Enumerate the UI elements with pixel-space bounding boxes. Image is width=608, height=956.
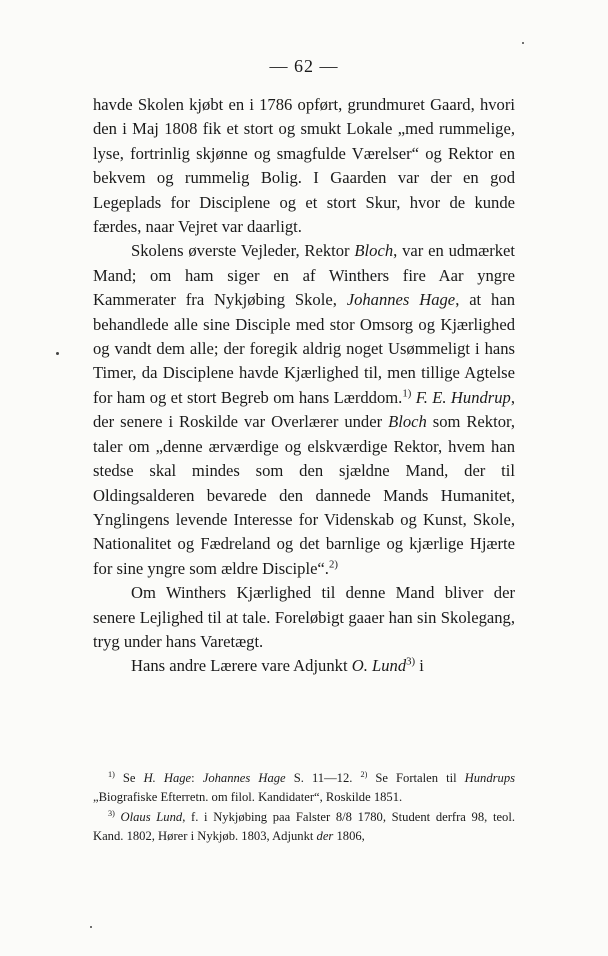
italic-text: F. E. Hundrup	[415, 387, 511, 407]
footnote	[93, 769, 515, 808]
text-run: 1806,	[333, 829, 365, 844]
text-run: Se Fortalen til	[367, 771, 465, 785]
italic-text: Olaus Lund	[120, 809, 183, 824]
text-run: 8/8	[335, 809, 352, 824]
text-run: :	[191, 771, 203, 785]
page-number: — 62 —	[269, 56, 339, 76]
text-run: i	[415, 656, 424, 676]
text-run: , var en udmærket Mand; om ham siger en af Winthers fire Aar yngre Kammerater fra Nykjøbing Skole,	[93, 241, 515, 310]
footnotes	[93, 769, 515, 847]
footnote-marker: 3)	[406, 655, 416, 668]
paragraph	[93, 93, 515, 239]
footnote-marker: 1)	[108, 769, 115, 779]
margin-speck	[90, 926, 92, 928]
text-run: S. 11—12.	[285, 771, 361, 785]
footnote-marker: 3)	[108, 808, 115, 818]
text-run: Om Winthers Kjærlighed til denne Mand bliver der senere Lejlighed til at tale. Foreløbigt gaaer han sin Skolegang, tryg under hans Varetægt.	[93, 583, 515, 651]
text-run: Hans andre Lærere vare Adjunkt	[131, 656, 352, 676]
margin-speck	[56, 352, 59, 355]
italic-text: der	[316, 829, 334, 844]
text-run: , f. i Nykjøbing paa Falster	[182, 809, 336, 824]
italic-text: Johannes Hage	[202, 771, 286, 785]
text-run: , der senere i Roskilde var Overlærer under	[93, 387, 515, 432]
text-run: som Rektor, taler om „denne ærværdige og elskværdige Rektor, hvem han stedse skal mindes som den sjældne Mand, der til Oldingsalderen bevarede den dannede Mands Humanitet, Ynglingens levende Interesse for Videnskab og Kunst, Skole, Nationalitet og Fædreland og det barnlige og kjærlige Hjærte for sine yngre som ældre Disciple“.	[93, 412, 516, 578]
text-run: Se	[114, 771, 144, 785]
text-run: Skolens øverste Vejleder, Rektor	[131, 241, 355, 261]
italic-text: Bloch	[354, 241, 394, 261]
italic-text: H. Hage	[143, 771, 192, 785]
footnote-marker: 2)	[328, 558, 338, 571]
paragraph	[93, 581, 515, 654]
margin-speck	[522, 42, 524, 44]
text-run: 1780, Student derfra 98, teol. Kand. 1802, Hører i Nykjøb. 1803, Adjunkt	[93, 809, 516, 844]
text-run: havde Skolen kjøbt en i 1786 opført, grundmuret Gaard, hvori den i Maj 1808 fik et stort og smukt Lokale „med rummelige, lyse, fortrinlig skjønne og smagfulde Værelser“ og Rektor en bekvem og rummelig Bolig. I Gaarden var der en god Legeplads for Disciplene og et stort Skur, hvor de kunde færdes, naar Vejret var daarligt.	[93, 95, 515, 237]
italic-text: Johannes Hage	[346, 290, 456, 310]
paragraph	[93, 239, 515, 581]
text-run: , at han behandlede alle sine Disciple med stor Omsorg og Kjærlighed og vandt dem alle; der foregik aldrig noget Usømmeligt i hans Timer, da Disciplene havde Kjærlighed til, men tillige Agtelse for ham og et stort Begreb om hans Lærddom.	[93, 290, 515, 407]
footnote-marker: 1)	[402, 387, 412, 400]
paragraph	[93, 654, 515, 678]
italic-text: O. Lund	[351, 656, 407, 676]
footnote	[93, 808, 515, 847]
italic-text: Hundrups	[464, 771, 516, 785]
footnote-marker: 2)	[360, 769, 368, 779]
italic-text: Bloch	[388, 412, 427, 432]
text-run: „Biografiske Efterretn. om filol. Kandidater“, Roskilde 1851.	[93, 790, 403, 805]
body-text	[93, 93, 515, 679]
